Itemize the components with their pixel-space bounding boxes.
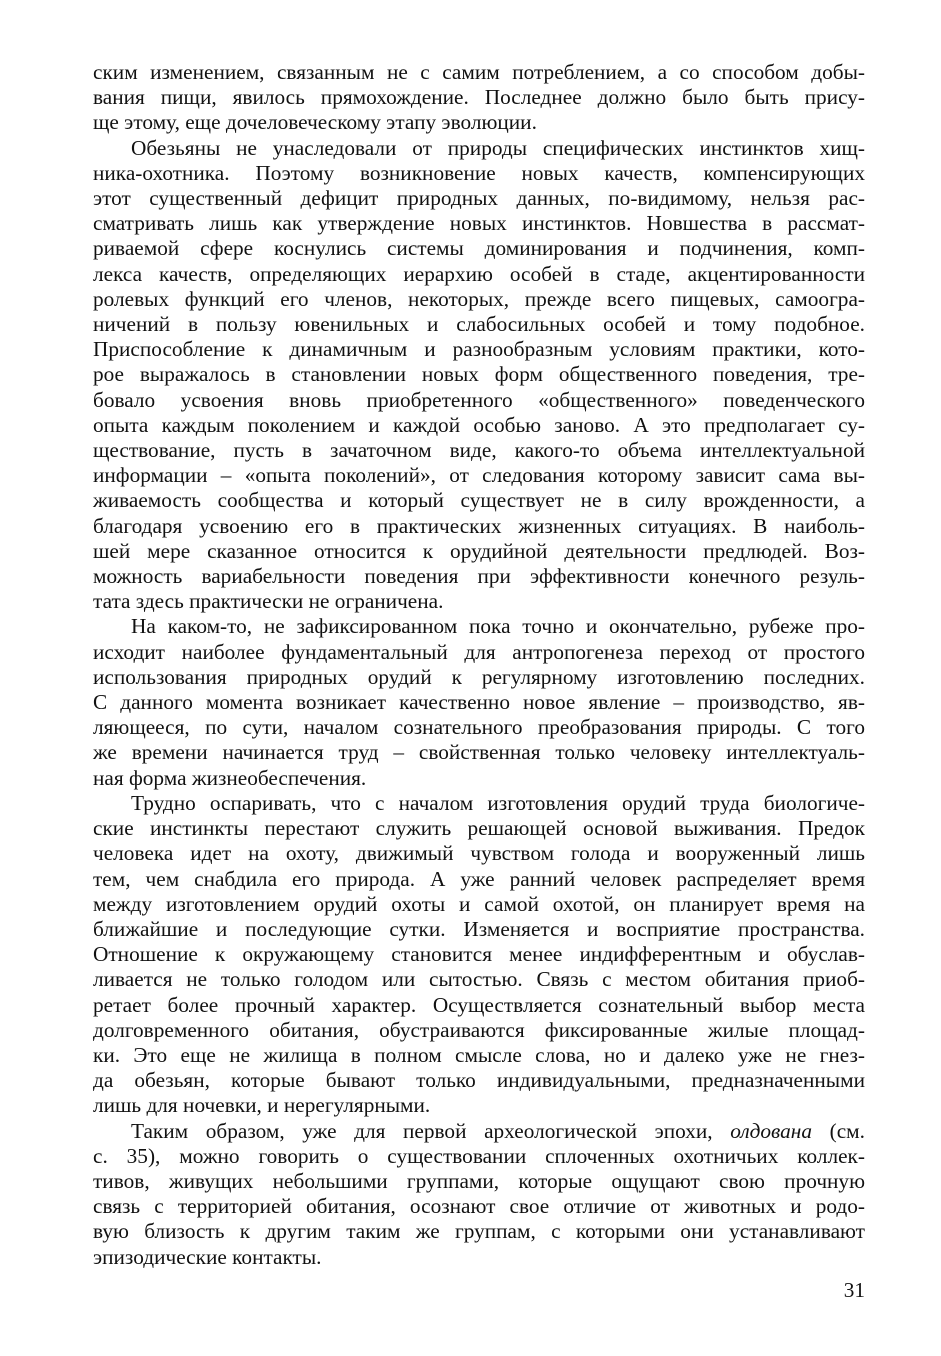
paragraph-line: связь с территорией обитания, осознают свое отличие от животных и родо- [93,1194,865,1219]
paragraph-line: бовало усвоения вновь приобретенного «общественного» поведенческого [93,387,865,412]
paragraph-line: ские инстинкты перестают служить решающей основой выживания. Предок [93,816,865,841]
paragraph-line: шей мере сказанное относится к орудийной деятельности предлюдей. Воз- [93,538,865,563]
paragraph-line: С данного момента возникает качественно новое явление – производство, яв- [93,690,865,715]
paragraph-line: ским изменением, связанным не с самим потреблением, а со способом добы- [93,60,865,84]
paragraph-line: использования природных орудий к регулярному изготовлению последних. [93,664,865,689]
paragraph-line: Обезьяны не унаследовали от природы специфических инстинктов хищ- [131,135,865,160]
paragraph-line: живаемость сообщества и который существует не в силу врожденности, а [93,488,865,513]
paragraph-2 [93,136,865,615]
paragraph-line: тем, чем снабдила его природа. А уже ранний человек распределяет время [93,866,865,891]
paragraph-line: ближайшие и последующие сутки. Изменяется и восприятие пространства. [93,916,865,941]
text-span: Таким образом, уже для первой археологической эпохи, [131,1118,731,1143]
paragraph-line: тивов, живущих небольшими группами, которые ощущают свою прочную [93,1168,865,1193]
paragraph-line: опыта каждым поколением и каждой особью заново. А это предполагает су- [93,412,865,437]
paragraph-line: исходит наиболее фундаментальный для антропогенеза переход от простого [93,639,865,664]
paragraph-line: вания пищи, явилось прямохождение. Последнее должно было быть прису- [93,85,865,110]
paragraph-1 [93,60,865,136]
paragraph-line: благодаря усвоению его в практических жизненных ситуациях. В наиболь- [93,513,865,538]
paragraph-list [93,60,865,1119]
paragraph-line: риваемой сфере коснулись системы доминирования и подчинения, комп- [93,236,865,261]
paragraph-line: ще этому, еще дочеловеческому этапу эволюции. [93,110,537,135]
paragraph-line: Трудно оспаривать, что с началом изготовления орудий труда биологиче- [131,790,865,815]
paragraph-line: На каком-то, не зафиксированном пока точно и окончательно, рубеже про- [131,614,865,639]
paragraph-line: Приспособление к динамичным и разнообразным условиям практики, кото- [93,337,865,362]
paragraph-line: сматривать лишь как утверждение новых инстинктов. Новшества в рассмат- [93,211,865,236]
paragraph-line: с. 35), можно говорить о существовании сплоченных охотничьих коллек- [93,1143,865,1168]
page-body [93,60,865,1270]
page-number: 31 [843,1278,865,1302]
paragraph-line: ника-охотника. Поэтому возникновение новых качеств, компенсирующих [93,160,865,185]
paragraph-line: да обезьян, которые бывают только индивидуальными, предназначенными [93,1068,865,1093]
paragraph-line: ляющееся, по сути, началом сознательного преобразования природы. С того [93,715,865,740]
paragraph-line: долговременного обитания, обустраиваются фиксированные жилые площад- [93,1017,865,1042]
paragraph-line: ничений в пользу ювенильных и слабосильных особей и тому подобное. [93,312,865,337]
paragraph-line: вую близость к другим таким же группам, с которыми они устанавливают [93,1219,865,1244]
paragraph-line: человека идет на охоту, движимый чувством голода и вооруженный лишь [93,841,865,866]
paragraph-5 [93,1119,865,1270]
italic-term: олдована [730,1118,813,1143]
paragraph-line: Отношение к окружающему становится менее индифферентным и обуслав- [93,942,865,967]
paragraph-line: лекса качеств, определяющих иерархию особей в стаде, акцентированности [93,261,865,286]
paragraph-line: можность вариабельности поведения при эффективности конечного резуль- [93,564,865,589]
text-span: (см. [812,1118,865,1143]
paragraph-line: ретает более прочный характер. Осуществляется сознательный выбор места [93,992,865,1017]
paragraph-line: рое выражалось в становлении новых форм общественного поведения, тре- [93,362,865,387]
paragraph-line: ролевых функций его членов, некоторых, прежде всего пищевых, самоогра- [93,286,865,311]
paragraph-line: ки. Это еще не жилища в полном смысле слова, но и далеко уже не гнез- [93,1042,865,1067]
paragraph-line: ществование, пусть в зачаточном виде, какого-то объема интеллектуальной [93,438,865,463]
paragraph-line: ная форма жизнеобеспечения. [93,765,367,790]
paragraph-line: ливается не только голодом или сытостью. Связь с местом обитания приоб- [93,967,865,992]
paragraph-line: тата здесь практически не ограничена. [93,589,444,614]
paragraph-line: между изготовлением орудий охоты и самой охотой, он планирует время на [93,891,865,916]
paragraph-4 [93,791,865,1119]
paragraph-3 [93,614,865,790]
paragraph-line: этот существенный дефицит природных данных, по-видимому, нельзя рас- [93,186,865,211]
paragraph-line: лишь для ночевки, и нерегулярными. [93,1093,431,1118]
paragraph-line [93,1119,865,1144]
paragraph-line: эпизодические контакты. [93,1244,322,1269]
paragraph-line: информации – «опыта поколений», от следования которому зависит сама вы- [93,463,865,488]
paragraph-line: же времени начинается труд – свойственная только человеку интеллектуаль- [93,740,865,765]
